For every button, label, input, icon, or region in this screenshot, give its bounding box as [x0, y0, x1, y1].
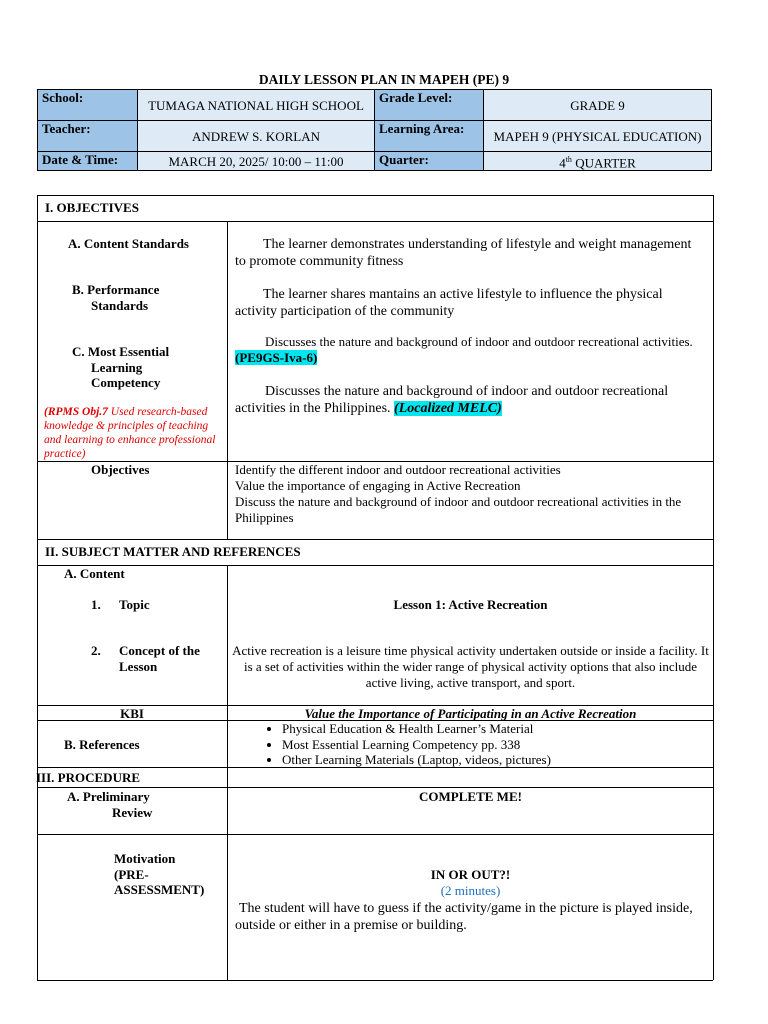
reference-item: • Most Essential Learning Competency pp. 338	[282, 737, 708, 753]
kbi-label: KBI	[120, 706, 144, 721]
competency-text-1: Discusses the nature and background of indoor and outdoor recreational activities. (PE9GS-Iva-6)	[235, 334, 693, 365]
grade-label: Grade Level:	[375, 90, 484, 121]
procedure-heading: III. PROCEDURE	[36, 770, 141, 785]
header-info-table	[37, 89, 712, 171]
competency-code: (PE9GS-Iva-6)	[235, 350, 318, 365]
activity-time: (2 minutes)	[440, 883, 501, 898]
performance-standards-label: B. Performance Standards	[72, 282, 160, 313]
reference-item: • Other Learning Materials (Laptop, videos, pictures)	[282, 752, 708, 768]
subject-matter-heading: II. SUBJECT MATTER AND REFERENCES	[45, 544, 301, 559]
teacher-value: ANDREW S. KORLAN	[138, 121, 375, 152]
objectives-label: Objectives	[91, 462, 150, 477]
competency-text-2: Discusses the nature and background of indoor and outdoor recreational activities in the Philippines. (Localized MELC)	[235, 384, 669, 416]
activity-text: The student will have to guess if the activity/game in the picture is played inside, outside or either in a premise or building.	[235, 901, 693, 933]
objective-item: Value the importance of engaging in Active Recreation	[235, 478, 521, 493]
school-label: School:	[38, 90, 138, 121]
topic-value: Lesson 1: Active Recreation	[393, 597, 548, 612]
concept-num: 2.	[91, 643, 101, 658]
concept-label: Concept of the Lesson	[119, 643, 200, 674]
objective-item: Identify the different indoor and outdoor recreational activities	[235, 462, 561, 477]
content-standards-label: A. Content Standards	[68, 236, 189, 251]
area-value: MAPEH 9 (PHYSICAL EDUCATION)	[484, 121, 712, 152]
topic-num: 1.	[91, 597, 101, 612]
content-label: A. Content	[64, 566, 125, 581]
reference-item: • Physical Education & Health Learner’s Material	[282, 721, 708, 737]
grade-value: GRADE 9	[484, 90, 712, 121]
content-standards-text: The learner demonstrates understanding of lifestyle and weight management to promote community fitness	[235, 237, 692, 269]
motivation-label: Motivation (PRE- ASSESSMENT)	[114, 851, 205, 897]
references-label: B. References	[64, 737, 140, 752]
quarter-label: Quarter:	[375, 152, 484, 171]
preliminary-value: COMPLETE ME!	[419, 789, 522, 804]
quarter-value: 4th QUARTER	[484, 152, 712, 171]
localized-melc-tag: (Localized MELC)	[394, 401, 502, 416]
objectives-list	[235, 462, 709, 526]
date-label: Date & Time:	[38, 152, 138, 171]
kbi-value: Value the Importance of Participating in an Active Recreation	[304, 706, 637, 721]
references-list	[238, 721, 708, 768]
topic-label: Topic	[119, 597, 150, 612]
activity-title: IN OR OUT?!	[430, 867, 511, 882]
performance-standards-text: The learner shares mantains an active lifestyle to influence the physical activity participation of the community	[235, 287, 663, 319]
concept-value: Active recreation is a leisure time physical activity undertaken outside or inside a facility. It is a set of activities within the wider range of physical activity options that also include active living, active transport, and sport.	[232, 643, 709, 690]
rpms-note: (RPMS Obj.7 Used research-based knowledge & principles of teaching and learning to enhance professional practice)	[44, 406, 216, 460]
teacher-label: Teacher:	[38, 121, 138, 152]
area-label: Learning Area:	[375, 121, 484, 152]
date-value: MARCH 20, 2025/ 10:00 – 11:00	[138, 152, 375, 171]
preliminary-label: A. Preliminary Review	[67, 789, 153, 820]
competency-label: C. Most Essential Learning Competency	[72, 344, 170, 390]
page-title: DAILY LESSON PLAN IN MAPEH (PE) 9	[258, 72, 510, 87]
objectives-heading: I. OBJECTIVES	[45, 200, 139, 215]
school-value: TUMAGA NATIONAL HIGH SCHOOL	[138, 90, 375, 121]
objective-item: Discuss the nature and background of indoor and outdoor recreational activities in the Philippines	[235, 494, 682, 525]
